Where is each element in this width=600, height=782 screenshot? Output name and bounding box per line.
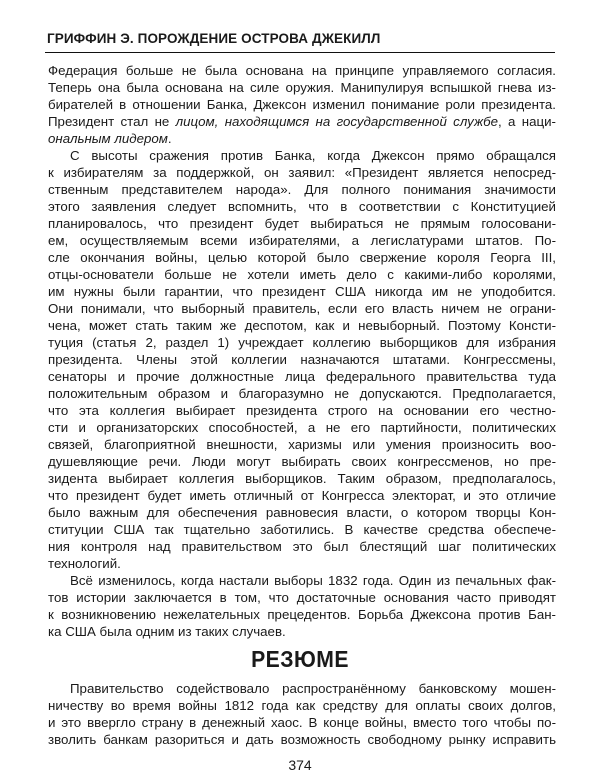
paragraph-2-line: душевляющие речи. Люди могут выбирать своих конгрессменов, но пре- <box>48 454 556 469</box>
paragraph-2-line: сти и организаторских способностей, а не его партийности, политических <box>48 420 556 435</box>
paragraph-2-line: ституции США так тщательно заботились. В качестве средства обеспече- <box>48 522 556 537</box>
paragraph-2-line: туция (статья 2, раздел 1) учреждает коллегию выборщиков для избрания <box>48 335 556 350</box>
section-heading: РЕЗЮМЕ <box>251 646 349 672</box>
paragraph-2-line: было важным для обеспечения равновесия власти, о котором творцы Кон- <box>48 505 556 520</box>
paragraph-1-line <box>48 130 556 147</box>
paragraph-2-line: технологий. <box>48 556 121 571</box>
paragraph-2-line: связей, благоприятной внешности, харизмы или умения произносить воо- <box>48 437 556 452</box>
paragraph-2-line: С высоты сражения против Банка, когда Джексон прямо обращался <box>70 148 556 163</box>
paragraph-2-line: зидента выбирает коллегия выборщиков. Таким образом, предполагалось, <box>48 471 556 486</box>
header-rule <box>45 52 555 53</box>
paragraph-4-line: Правительство содействовало распространённому банковскому мошен- <box>70 681 556 696</box>
paragraph-2-line: что президент будет иметь отличный от Конгресса электорат, и это отличие <box>48 488 556 503</box>
paragraph-2-line: к избирателям за поддержкой, он заявил: «Президент является непосред- <box>48 165 556 180</box>
paragraph-2-line: президента. Члены этой коллегии назначаются штатами. Конгрессмены, <box>48 352 556 367</box>
paragraph-1-line: бирателей в отношении Банка, Джексон изменил понимание роли президента. <box>48 97 556 112</box>
paragraph-2-line: ственным представителем народа». Для полного понимания значимости <box>48 182 556 197</box>
paragraph-4-line: ничеству во время войны 1812 года как средству для оплаты своих долгов, <box>48 698 556 713</box>
paragraph-2-line: сле окончания войны, целью которой было свержение короля Георга III, <box>48 250 556 265</box>
paragraph-4-line: зволить банкам разориться и дать возможность свободному рынку исправить <box>48 732 556 747</box>
paragraph-2-line: ния контроля над правительством это был блестящий шаг политических <box>48 539 556 554</box>
paragraph-3-line: к возникновению нежелательных прецедентов. Борьба Джексона против Бан- <box>48 607 556 622</box>
paragraph-1-text: , а наци- <box>498 114 556 129</box>
paragraph-3-line: тов истории заключается в том, что достаточные основания часто приводят <box>48 590 556 605</box>
paragraph-1-text: . <box>167 131 172 146</box>
paragraph-2-line: положительным образом и благоразумно не допускаются. Предполагается, <box>48 386 556 401</box>
paragraph-3-line: Всё изменилось, когда настали выборы 1832 года. Один из печальных фак- <box>70 573 556 588</box>
paragraph-1-italic-phrase: лицом, находящимся на государственной службе <box>175 114 499 129</box>
paragraph-2-line: сенаторы и прочие должностные лица федерального правительства туда <box>48 369 556 384</box>
paragraph-2-line: Они понимали, что выборный правитель, если его власть ничем не ограни- <box>48 301 556 316</box>
paragraph-2-line: чена, может стать таким же деспотом, как и невыборный. Поэтому Консти- <box>48 318 556 333</box>
paragraph-1-italic-phrase: ональным лидером <box>48 131 168 146</box>
page-number: 374 <box>288 757 312 773</box>
paragraph-2-line: им нужны были гарантии, что президент США никогда им не уподобится. <box>48 284 556 299</box>
paragraph-1-line: Теперь она была основана на силе оружия. Манипулируя вспышкой гнева из- <box>48 80 556 95</box>
paragraph-2-line: отцы-основатели больше не хотели иметь дело с какими-либо королями, <box>48 267 556 282</box>
paragraph-1-line: Федерация больше не была основана на принципе управляемого согласия. <box>48 63 556 78</box>
paragraph-2-line: что эта коллегия выбирает президента строго на основании его честно- <box>48 403 556 418</box>
paragraph-2-line: этого заявления следует вспомнить, что в соответствии с Конституцией <box>48 199 556 214</box>
paragraph-3-line: ка США была одним из таких случаев. <box>48 624 286 639</box>
paragraph-2-line: планировалось, что президент будет выбираться не прямым голосовани- <box>48 216 556 231</box>
paragraph-1-line <box>48 113 556 130</box>
paragraph-2-line: ем, осуществляемым всеми избирателями, а легислатурами штатов. По- <box>48 233 556 248</box>
paragraph-1-text: Президент стал не <box>48 114 176 129</box>
running-header: ГРИФФИН Э. ПОРОЖДЕНИЕ ОСТРОВА ДЖЕКИЛЛ <box>47 31 381 46</box>
paragraph-4-line: и это ввергло страну в денежный хаос. В конце войны, вместо того чтобы по- <box>48 715 556 730</box>
